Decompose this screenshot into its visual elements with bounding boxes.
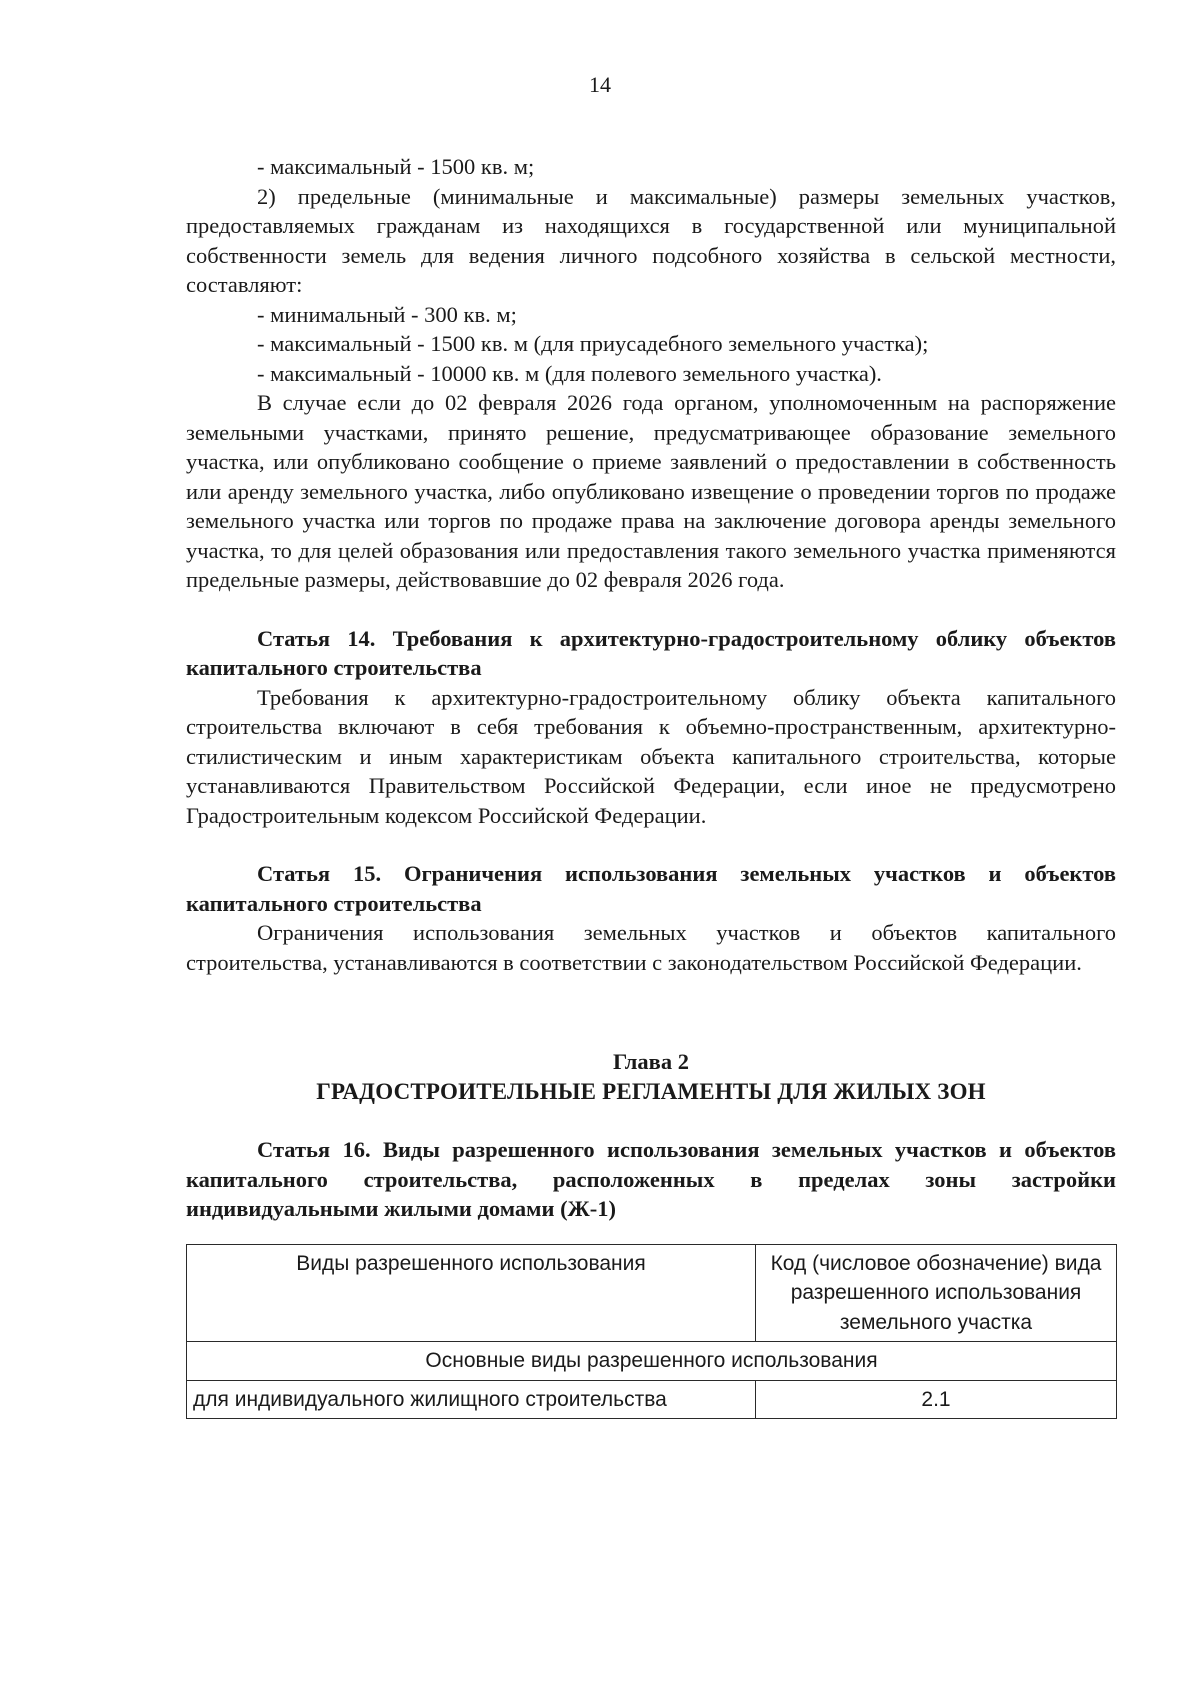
- article-14-body: Требования к архитектурно-градостроительному облику объекта капитального строительства включают в себя требования к объемно-пространственным, архитектурно-стилистическим и иным характеристикам объекта капитального строительства, которые устанавливаются Правительством Российской Федерации, если иное не предусмотрено Градостроительным кодексом Российской Федерации.: [186, 684, 1116, 828]
- permitted-use-table: [186, 1244, 1117, 1420]
- table-header-code: Код (числовое обозначение) вида разрешенного использования земельного участка: [756, 1244, 1117, 1342]
- table-header-row: [187, 1244, 1117, 1342]
- page-number: 14: [589, 72, 611, 97]
- paragraph-max-1500: - максимальный - 1500 кв. м;: [257, 154, 535, 179]
- table-section-row: [187, 1342, 1117, 1381]
- paragraph-max-10000-field: - максимальный - 10000 кв. м (для полевого земельного участка).: [257, 360, 882, 386]
- paragraph-max-1500-household: - максимальный - 1500 кв. м (для приусадебного земельного участка);: [257, 331, 929, 356]
- table-header-type: Виды разрешенного использования: [187, 1244, 756, 1342]
- table-section-main: Основные виды разрешенного использования: [187, 1342, 1117, 1381]
- paragraph-item-2: 2) предельные (минимальные и максимальные) размеры земельных участков, предоставляемых гражданам из находящихся в государственной или муниципальной собственности земель для ведения личного подсобного хозяйства в сельской местности, составляют:: [186, 183, 1116, 297]
- paragraph-min-300: - минимальный - 300 кв. м;: [257, 301, 517, 327]
- chapter-title: ГРАДОСТРОИТЕЛЬНЫЕ РЕГЛАМЕНТЫ ДЛЯ ЖИЛЫХ ЗОН: [316, 1078, 986, 1104]
- table-row: [187, 1380, 1117, 1419]
- table-cell-code: 2.1: [756, 1380, 1117, 1419]
- article-15-heading: Статья 15. Ограничения использования земельных участков и объектов капитального строительства: [186, 861, 1116, 916]
- article-16-heading: Статья 16. Виды разрешенного использования земельных участков и объектов капитального строительства, расположенных в пределах зоны застройки индивидуальными жилыми домами (Ж-1): [186, 1137, 1116, 1221]
- article-15-body: Ограничения использования земельных участков и объектов капитального строительства, устанавливаются в соответствии с законодательством Российской Федерации.: [186, 920, 1116, 975]
- paragraph-transition-rule: В случае если до 02 февраля 2026 года органом, уполномоченным на распоряжение земельными участками, принято решение, предусматривающее образование земельного участка, или опубликовано сообщение о приеме заявлений о предоставлении в собственность или аренду земельного участка, либо опубликовано извещение о проведении торгов по продаже земельного участка или торгов по продаже права на заключение договора аренды земельного участка, то для целей образования или предоставления такого земельного участка применяются предельные размеры, действовавшие до 02 февраля 2026 года.: [186, 390, 1116, 592]
- article-14-heading: Статья 14. Требования к архитектурно-градостроительному облику объектов капитального строительства: [186, 625, 1116, 680]
- document-body: [186, 152, 1116, 1419]
- table-cell-type: для индивидуального жилищного строительства: [187, 1380, 756, 1419]
- chapter-number: Глава 2: [613, 1049, 689, 1074]
